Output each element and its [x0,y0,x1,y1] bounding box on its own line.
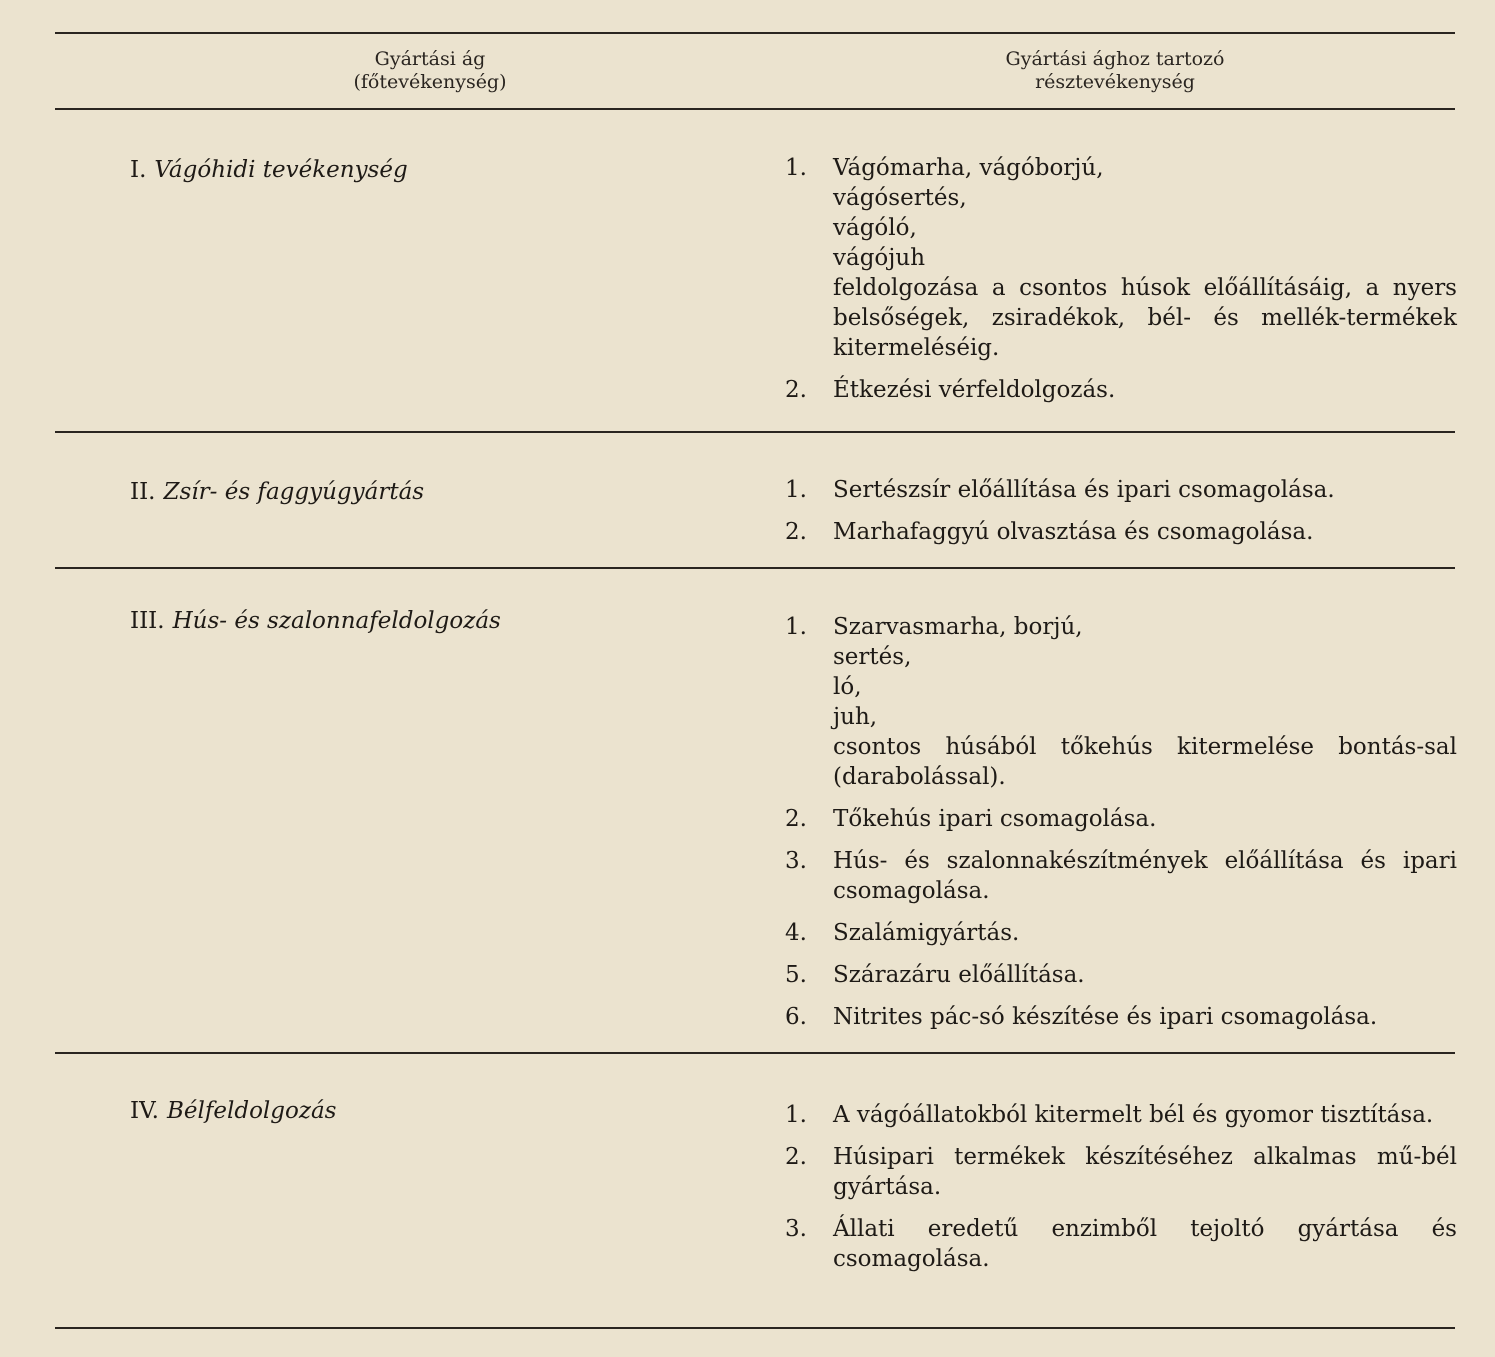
section-items-1 [785,153,1457,417]
section-name: Hús- és szalonnafeldolgozás [172,608,501,634]
section-numeral: III. [130,608,165,634]
section-numeral: IV. [130,1098,159,1124]
section-title-3 [130,606,501,636]
list-item [785,1002,1457,1032]
item-number: 5. [785,962,807,988]
table-top-rule [55,32,1455,34]
item-number: 3. [785,848,807,874]
item-text: feldolgozása a csontos húsok előállításáig, a nyers belsőségek, zsiradékok, bél- és mellék-termékek kitermeléséig. [833,275,1457,361]
item-number: 1. [785,477,807,503]
header-main-activity [250,48,610,94]
section-2-bottom-rule [55,567,1455,569]
item-text: Állati eredetű enzimből tejoltó gyártása és csomagolása. [833,1216,1457,1272]
section-items-4 [785,1100,1457,1286]
item-text: Szárazáru előállítása. [833,962,1085,988]
item-text: A vágóállatokból kitermelt bél és gyomor tisztítása. [833,1102,1434,1128]
item-number: 1. [785,155,807,181]
item-number: 1. [785,1102,807,1128]
item-text: Marhafaggyú olvasztása és csomagolása. [833,519,1314,545]
item-line: juh, [833,704,878,730]
header-sub-activity-line2: résztevékenység [1035,71,1195,93]
item-text: Sertészsír előállítása és ipari csomagolása. [833,477,1335,503]
header-sub-activity [930,48,1300,94]
list-item [785,960,1457,990]
section-name: Vágóhidi tevékenység [154,157,408,183]
section-title-1 [130,155,408,185]
list-item [785,153,1457,363]
section-items-3 [785,612,1457,1044]
section-items-2 [785,475,1457,559]
item-line: Vágómarha, vágóborjú, [833,155,1104,181]
item-text: csontos húsából tőkehús kitermelése bontás-sal (darabolással). [833,734,1457,790]
section-numeral: I. [130,157,147,183]
item-number: 4. [785,920,807,946]
item-number: 2. [785,377,807,403]
item-number: 2. [785,519,807,545]
list-item [785,1142,1457,1202]
list-item [785,1214,1457,1274]
item-number: 2. [785,806,807,832]
item-line: ló, [833,674,862,700]
list-item [785,804,1457,834]
item-number: 2. [785,1144,807,1170]
section-3-bottom-rule [55,1052,1455,1054]
item-number: 3. [785,1216,807,1242]
item-line: sertés, [833,644,912,670]
item-text: Szalámigyártás. [833,920,1020,946]
section-title-4 [130,1096,336,1126]
item-text: Hús- és szalonnakészítmények előállítása és ipari csomagolása. [833,848,1457,904]
list-item [785,846,1457,906]
section-name: Bélfeldolgozás [167,1098,337,1124]
section-1-bottom-rule [55,431,1455,433]
item-line: vágóló, [833,215,917,241]
list-item [785,475,1457,505]
table-bottom-rule [55,1327,1455,1329]
item-number: 6. [785,1004,807,1030]
item-text: Tőkehús ipari csomagolása. [833,806,1157,832]
list-item [785,918,1457,948]
header-bottom-rule [55,108,1455,110]
item-line: Szarvasmarha, borjú, [833,614,1083,640]
item-text: Nitrites pác-só készítése és ipari csomagolása. [833,1004,1378,1030]
list-item [785,1100,1457,1130]
item-text: Húsipari termékek készítéséhez alkalmas mű-bél gyártása. [833,1144,1457,1200]
header-main-activity-line2: (főtevékenység) [353,71,507,93]
header-main-activity-line1: Gyártási ág [374,48,486,70]
list-item [785,517,1457,547]
section-title-2 [130,477,424,507]
list-item [785,375,1457,405]
section-numeral: II. [130,479,156,505]
section-name: Zsír- és faggyúgyártás [163,479,425,505]
item-text: Étkezési vérfeldolgozás. [833,377,1116,403]
item-line: vágósertés, [833,185,967,211]
header-sub-activity-line1: Gyártási ághoz tartozó [1005,48,1225,70]
list-item [785,612,1457,792]
item-line: vágójuh [833,245,926,271]
item-number: 1. [785,614,807,640]
